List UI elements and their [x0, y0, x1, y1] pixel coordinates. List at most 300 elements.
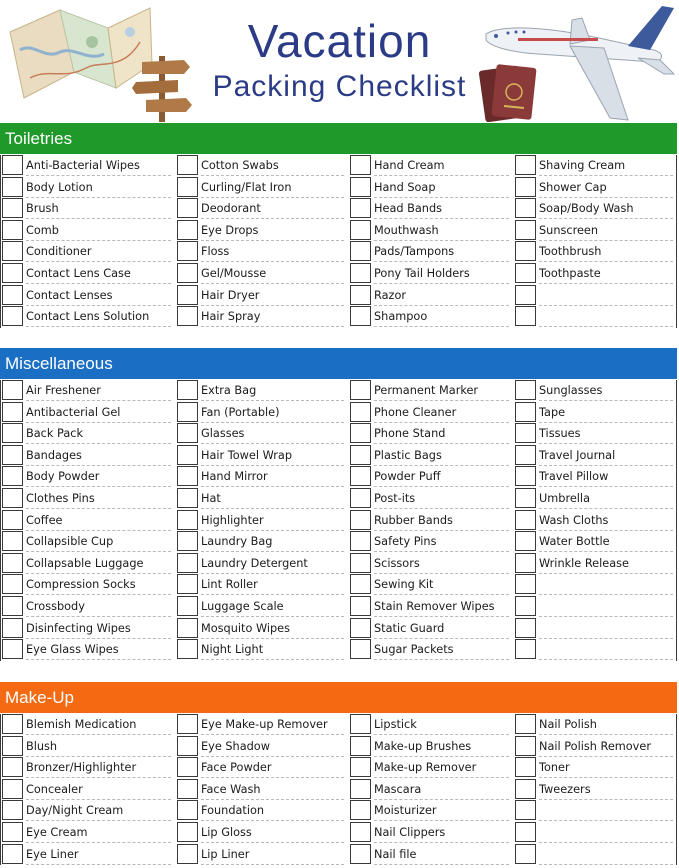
checklist-row: [0, 402, 677, 423]
item-label: Night Light: [201, 639, 344, 660]
checkbox[interactable]: [2, 736, 23, 756]
checklist-item: [348, 466, 513, 487]
checkbox[interactable]: [350, 177, 371, 197]
checkbox[interactable]: [177, 445, 198, 465]
item-label: Eye Make-up Remover: [201, 714, 344, 735]
checkbox[interactable]: [350, 844, 371, 864]
checklist-row: [0, 822, 677, 843]
checkbox[interactable]: [515, 380, 536, 400]
item-label: Hair Towel Wrap: [201, 445, 344, 466]
checkbox[interactable]: [350, 285, 371, 305]
checkbox[interactable]: [2, 822, 23, 842]
item-label: Sunglasses: [539, 380, 673, 401]
checklist-item: [0, 241, 175, 262]
item-label: Lipstick: [374, 714, 509, 735]
checkbox[interactable]: [177, 779, 198, 799]
checklist-item: [513, 241, 677, 262]
checkbox[interactable]: [350, 198, 371, 218]
item-label: Shower Cap: [539, 177, 673, 198]
checklist-item: [175, 736, 348, 757]
checkbox[interactable]: [350, 714, 371, 734]
checkbox[interactable]: [177, 574, 198, 594]
checklist-item: [348, 553, 513, 574]
checkbox[interactable]: [177, 402, 198, 422]
item-label: Plastic Bags: [374, 445, 509, 466]
checklist-item: [175, 198, 348, 219]
item-label: Scissors: [374, 553, 509, 574]
checklist-item: [513, 510, 677, 531]
item-label: Toner: [539, 757, 673, 778]
checklist-item: [513, 380, 677, 401]
item-label: Tweezers: [539, 779, 673, 800]
checkbox[interactable]: [515, 639, 536, 659]
checkbox[interactable]: [515, 402, 536, 422]
checkbox[interactable]: [515, 263, 536, 283]
checklist-item: [513, 714, 677, 735]
checkbox[interactable]: [177, 639, 198, 659]
checkbox[interactable]: [177, 757, 198, 777]
checkbox[interactable]: [2, 714, 23, 734]
item-label: Eye Liner: [26, 844, 171, 865]
checkbox[interactable]: [515, 155, 536, 175]
checklist-item: [513, 198, 677, 219]
checklist-item: [348, 380, 513, 401]
checkbox[interactable]: [515, 531, 536, 551]
item-label: [539, 800, 673, 821]
item-label: Tape: [539, 402, 673, 423]
checkbox[interactable]: [350, 445, 371, 465]
checklist-item: [0, 736, 175, 757]
checklist-item: [175, 488, 348, 509]
checklist-item: [0, 844, 175, 865]
item-label: Highlighter: [201, 510, 344, 531]
checkbox[interactable]: [515, 736, 536, 756]
checkbox[interactable]: [350, 402, 371, 422]
checkbox[interactable]: [2, 263, 23, 283]
checklist-row: [0, 380, 677, 401]
checkbox[interactable]: [177, 844, 198, 864]
item-label: Shampoo: [374, 306, 509, 327]
checkbox[interactable]: [350, 757, 371, 777]
checklist-row: [0, 285, 677, 306]
item-label: Phone Stand: [374, 423, 509, 444]
checkbox[interactable]: [2, 800, 23, 820]
checkbox[interactable]: [350, 466, 371, 486]
item-label: Eye Drops: [201, 220, 344, 241]
checkbox[interactable]: [177, 714, 198, 734]
checkbox[interactable]: [350, 220, 371, 240]
item-label: Lint Roller: [201, 574, 344, 595]
checkbox[interactable]: [2, 285, 23, 305]
checkbox[interactable]: [2, 488, 23, 508]
checkbox[interactable]: [515, 241, 536, 261]
checklist-item: [348, 531, 513, 552]
checklist-item: [348, 306, 513, 327]
checklist-item: [175, 553, 348, 574]
checkbox[interactable]: [515, 177, 536, 197]
item-label: Glasses: [201, 423, 344, 444]
checkbox[interactable]: [350, 423, 371, 443]
checkbox[interactable]: [350, 263, 371, 283]
checklist-item: [0, 177, 175, 198]
item-label: Shaving Cream: [539, 155, 673, 176]
checkbox[interactable]: [2, 553, 23, 573]
item-label: Make-up Brushes: [374, 736, 509, 757]
checklist-item: [348, 714, 513, 735]
checklist-item: [513, 285, 677, 306]
checkbox[interactable]: [515, 488, 536, 508]
checklist-row: [0, 596, 677, 617]
checklist-row: [0, 714, 677, 735]
item-label: Nail Clippers: [374, 822, 509, 843]
checkbox[interactable]: [2, 306, 23, 326]
checkbox[interactable]: [350, 779, 371, 799]
checklist-item: [348, 198, 513, 219]
item-label: Contact Lens Case: [26, 263, 171, 284]
item-label: [539, 574, 673, 595]
checkbox[interactable]: [515, 618, 536, 638]
checkbox[interactable]: [515, 220, 536, 240]
checklist-item: [348, 779, 513, 800]
checklist-item: [175, 423, 348, 444]
checklist-item: [175, 574, 348, 595]
checklist-item: [513, 466, 677, 487]
item-label: [539, 596, 673, 617]
checkbox[interactable]: [177, 155, 198, 175]
item-label: Eye Cream: [26, 822, 171, 843]
item-label: [539, 844, 673, 865]
item-label: Mouthwash: [374, 220, 509, 241]
checklist-row: [0, 553, 677, 574]
item-label: [539, 285, 673, 306]
checkbox[interactable]: [350, 596, 371, 616]
checklist-item: [348, 800, 513, 821]
checklist-item: [348, 596, 513, 617]
item-label: Rubber Bands: [374, 510, 509, 531]
checklist-item: [513, 618, 677, 639]
item-label: Soap/Body Wash: [539, 198, 673, 219]
checklist-item: [0, 466, 175, 487]
checkbox[interactable]: [515, 757, 536, 777]
checklist-item: [513, 531, 677, 552]
item-label: [539, 639, 673, 660]
item-label: Laundry Detergent: [201, 553, 344, 574]
item-label: Antibacterial Gel: [26, 402, 171, 423]
checkbox[interactable]: [515, 198, 536, 218]
checklist-item: [513, 800, 677, 821]
checklist-row: [0, 423, 677, 444]
checklist-row: [0, 531, 677, 552]
checkbox[interactable]: [177, 596, 198, 616]
checklist-item: [175, 596, 348, 617]
checkbox[interactable]: [350, 510, 371, 530]
checkbox[interactable]: [515, 714, 536, 734]
checkbox[interactable]: [177, 822, 198, 842]
checkbox[interactable]: [177, 800, 198, 820]
checklist-item: [513, 596, 677, 617]
checkbox[interactable]: [515, 553, 536, 573]
checklist-item: [175, 531, 348, 552]
checklist-item: [175, 757, 348, 778]
checkbox[interactable]: [2, 779, 23, 799]
checkbox[interactable]: [350, 822, 371, 842]
checklist-row: [0, 466, 677, 487]
checkbox[interactable]: [177, 553, 198, 573]
checklist-row: [0, 198, 677, 219]
checklist-item: [0, 380, 175, 401]
checklist-item: [175, 380, 348, 401]
checklist-item: [348, 285, 513, 306]
item-label: Blush: [26, 736, 171, 757]
checkbox[interactable]: [2, 844, 23, 864]
checklist-item: [0, 596, 175, 617]
item-label: Post-its: [374, 488, 509, 509]
checkbox[interactable]: [515, 574, 536, 594]
checklist-row: [0, 306, 677, 327]
grid-right-border: [676, 155, 677, 328]
checklist-item: [175, 800, 348, 821]
checkbox[interactable]: [177, 220, 198, 240]
checklist-item: [348, 574, 513, 595]
checklist-item: [0, 714, 175, 735]
checklist-item: [0, 822, 175, 843]
checkbox[interactable]: [350, 553, 371, 573]
item-label: Pads/Tampons: [374, 241, 509, 262]
checklist-item: [175, 618, 348, 639]
checkbox[interactable]: [177, 488, 198, 508]
checklist-item: [348, 155, 513, 176]
checklist-item: [348, 402, 513, 423]
checklist-item: [513, 263, 677, 284]
checkbox[interactable]: [177, 306, 198, 326]
checklist-row: [0, 241, 677, 262]
item-label: Curling/Flat Iron: [201, 177, 344, 198]
checklist-item: [0, 618, 175, 639]
item-label: Face Powder: [201, 757, 344, 778]
checkbox[interactable]: [177, 736, 198, 756]
checkbox[interactable]: [2, 510, 23, 530]
checklist-row: [0, 800, 677, 821]
checkbox[interactable]: [177, 380, 198, 400]
item-label: Floss: [201, 241, 344, 262]
checkbox[interactable]: [177, 510, 198, 530]
checkbox[interactable]: [515, 306, 536, 326]
item-label: Contact Lenses: [26, 285, 171, 306]
item-label: Hair Spray: [201, 306, 344, 327]
checklist-item: [348, 510, 513, 531]
checkbox[interactable]: [350, 155, 371, 175]
checklist-item: [175, 639, 348, 660]
checklist-item: [0, 198, 175, 219]
checkbox[interactable]: [177, 423, 198, 443]
checkbox[interactable]: [350, 531, 371, 551]
item-label: Bronzer/Highlighter: [26, 757, 171, 778]
item-label: Wash Cloths: [539, 510, 673, 531]
item-label: Moisturizer: [374, 800, 509, 821]
page-title: Vacation: [247, 15, 432, 67]
item-label: Day/Night Cream: [26, 800, 171, 821]
checkbox[interactable]: [350, 306, 371, 326]
checkbox[interactable]: [515, 423, 536, 443]
checklist-item: [0, 285, 175, 306]
item-label: Wrinkle Release: [539, 553, 673, 574]
item-label: Body Powder: [26, 466, 171, 487]
item-label: Pony Tail Holders: [374, 263, 509, 284]
item-label: Razor: [374, 285, 509, 306]
checklist-item: [513, 177, 677, 198]
section-title: Miscellaneous: [0, 348, 677, 379]
item-label: Lip Gloss: [201, 822, 344, 843]
checkbox[interactable]: [2, 757, 23, 777]
checklist-item: [0, 155, 175, 176]
checklist-item: [348, 423, 513, 444]
checkbox[interactable]: [2, 198, 23, 218]
checklist-item: [175, 445, 348, 466]
item-label: Blemish Medication: [26, 714, 171, 735]
item-label: Comb: [26, 220, 171, 241]
checkbox[interactable]: [177, 177, 198, 197]
item-label: Travel Journal: [539, 445, 673, 466]
checkbox[interactable]: [515, 285, 536, 305]
checkbox[interactable]: [515, 800, 536, 820]
checkbox[interactable]: [177, 618, 198, 638]
checklist-item: [175, 714, 348, 735]
checkbox[interactable]: [2, 402, 23, 422]
checkbox[interactable]: [2, 241, 23, 261]
checkbox[interactable]: [350, 574, 371, 594]
grid-right-border: [676, 380, 677, 661]
checklist-row: [0, 155, 677, 176]
checkbox[interactable]: [177, 531, 198, 551]
item-label: Crossbody: [26, 596, 171, 617]
checkbox[interactable]: [350, 800, 371, 820]
checkbox[interactable]: [177, 241, 198, 261]
item-label: [539, 822, 673, 843]
checklist-item: [513, 220, 677, 241]
checklist-row: [0, 488, 677, 509]
item-label: Coffee: [26, 510, 171, 531]
item-label: Foundation: [201, 800, 344, 821]
item-label: Brush: [26, 198, 171, 219]
checklist-item: [0, 757, 175, 778]
item-label: Face Wash: [201, 779, 344, 800]
checklist-row: [0, 574, 677, 595]
checkbox[interactable]: [350, 639, 371, 659]
checkbox[interactable]: [177, 466, 198, 486]
checkbox[interactable]: [2, 466, 23, 486]
checkbox[interactable]: [515, 445, 536, 465]
item-label: Water Bottle: [539, 531, 673, 552]
checklist-item: [348, 757, 513, 778]
item-label: Head Bands: [374, 198, 509, 219]
checklist-item: [175, 466, 348, 487]
checklist-item: [0, 553, 175, 574]
checklist-item: [175, 220, 348, 241]
checkbox[interactable]: [2, 531, 23, 551]
checkbox[interactable]: [350, 380, 371, 400]
checkbox[interactable]: [350, 488, 371, 508]
checkbox[interactable]: [2, 177, 23, 197]
checklist-row: [0, 177, 677, 198]
item-label: Collapsible Cup: [26, 531, 171, 552]
item-label: Permanent Marker: [374, 380, 509, 401]
checklist-item: [348, 844, 513, 865]
checklist-item: [0, 306, 175, 327]
checkbox[interactable]: [177, 198, 198, 218]
item-label: Fan (Portable): [201, 402, 344, 423]
checkbox[interactable]: [350, 241, 371, 261]
grid-right-border: [676, 714, 677, 865]
checkbox[interactable]: [2, 574, 23, 594]
item-label: [539, 618, 673, 639]
checkbox[interactable]: [2, 596, 23, 616]
grid-left-border: [0, 155, 1, 328]
checkbox[interactable]: [2, 618, 23, 638]
checklist-item: [0, 779, 175, 800]
checklist-row: [0, 220, 677, 241]
checklist-item: [0, 639, 175, 660]
checklist-item: [348, 822, 513, 843]
checkbox[interactable]: [2, 445, 23, 465]
item-label: Tissues: [539, 423, 673, 444]
checkbox[interactable]: [2, 155, 23, 175]
checklist-item: [348, 618, 513, 639]
item-label: Travel Pillow: [539, 466, 673, 487]
checklist-item: [0, 423, 175, 444]
item-label: Stain Remover Wipes: [374, 596, 509, 617]
item-label: Contact Lens Solution: [26, 306, 171, 327]
checklist-item: [0, 510, 175, 531]
item-label: Umbrella: [539, 488, 673, 509]
section-title: Toiletries: [0, 123, 677, 154]
item-label: Nail Polish Remover: [539, 736, 673, 757]
item-label: Clothes Pins: [26, 488, 171, 509]
checklist-item: [175, 844, 348, 865]
checkbox[interactable]: [515, 510, 536, 530]
checkbox[interactable]: [2, 639, 23, 659]
checklist-item: [513, 553, 677, 574]
checkbox[interactable]: [350, 736, 371, 756]
item-label: Deodorant: [201, 198, 344, 219]
checklist-item: [348, 241, 513, 262]
item-label: Gel/Mousse: [201, 263, 344, 284]
checklist-row: [0, 263, 677, 284]
checkbox[interactable]: [2, 220, 23, 240]
item-label: Cotton Swabs: [201, 155, 344, 176]
checkbox[interactable]: [177, 285, 198, 305]
checkbox[interactable]: [515, 466, 536, 486]
checkbox[interactable]: [515, 822, 536, 842]
checklist-item: [348, 488, 513, 509]
section-title: Make-Up: [0, 682, 677, 713]
checkbox[interactable]: [515, 844, 536, 864]
item-label: Disinfecting Wipes: [26, 618, 171, 639]
item-label: Mascara: [374, 779, 509, 800]
checklist-item: [513, 779, 677, 800]
checklist-item: [0, 263, 175, 284]
checklist-item: [0, 402, 175, 423]
checkbox[interactable]: [2, 380, 23, 400]
checkbox[interactable]: [515, 596, 536, 616]
checklist-item: [175, 510, 348, 531]
checklist-item: [175, 177, 348, 198]
checklist-row: [0, 844, 677, 865]
checkbox[interactable]: [2, 423, 23, 443]
checkbox[interactable]: [515, 779, 536, 799]
checklist-item: [513, 306, 677, 327]
checkbox[interactable]: [177, 263, 198, 283]
checkbox[interactable]: [350, 618, 371, 638]
